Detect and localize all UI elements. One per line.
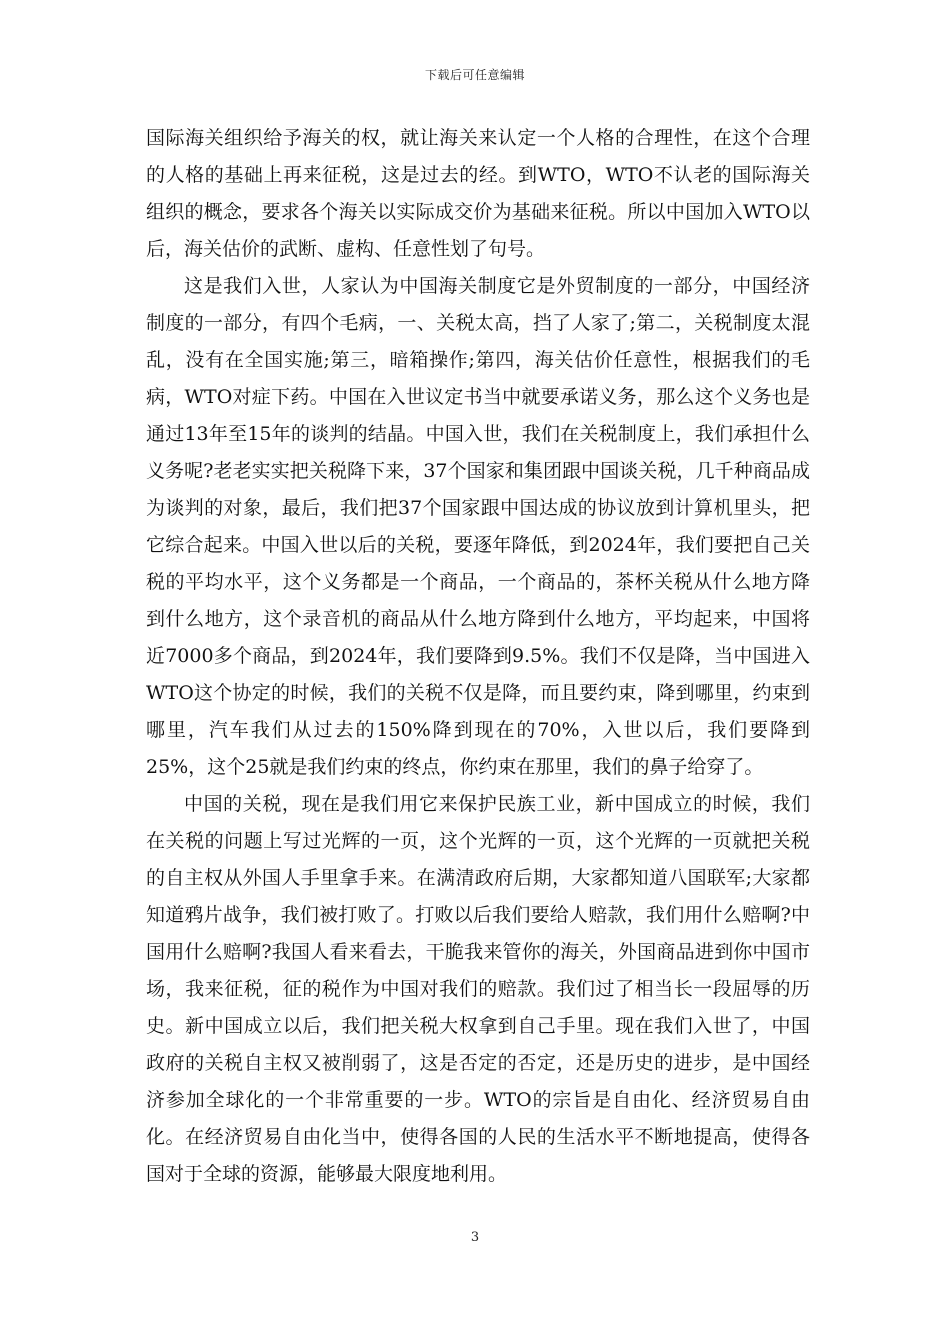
page-header: 下载后可任意编辑 bbox=[424, 68, 525, 82]
paragraph-3: 中国的关税，现在是我们用它来保护民族工业，新中国成立的时候，我们在关税的问题上写过光辉的一页，这个光辉的一页，这个光辉的一页就把关税的自主权从外国人手里拿手来。在满清政府后期，大家都知道八国联军;大家都知道鸦片战争，我们被打败了。打败以后我们要给人赔款，我们用什么赔啊?中国用什么赔啊?我国人看来看去，干脆我来管你的海关，外国商品进到你中国市场，我来征税，征的税作为中国对我们的赔款。我们过了相当长一段屈辱的历史。新中国成立以后，我们把关税大权拿到自己手里。现在我们入世了，中国政府的关税自主权又被削弱了，这是否定的否定，还是历史的进步，是中国经济参加全球化的一个非常重要的一步。WTO的宗旨是自由化、经济贸易自由化。在经济贸易自由化当中，使得各国的人民的生活水平不断地提高，使得各国对于全球的资源，能够最大限度地利用。 bbox=[146, 793, 810, 1185]
body-text bbox=[146, 120, 810, 1193]
page-number: 3 bbox=[470, 1230, 480, 1245]
paragraph-1: 国际海关组织给予海关的权，就让海关来认定一个人格的合理性，在这个合理的人格的基础上再来征税，这是过去的经。到WTO，WTO不认老的国际海关组织的概念，要求各个海关以实际成交价为基础来征税。所以中国加入WTO以后，海关估价的武断、虚构、任意性划了句号。 bbox=[146, 127, 810, 260]
paragraph-2: 这是我们入世，人家认为中国海关制度它是外贸制度的一部分，中国经济制度的一部分，有四个毛病，一、关税太高，挡了人家了;第二，关税制度太混乱，没有在全国实施;第三，暗箱操作;第四，海关估价任意性，根据我们的毛病，WTO对症下药。中国在入世议定书当中就要承诺义务，那么这个义务也是通过13年至15年的谈判的结晶。中国入世，我们在关税制度上，我们承担什么义务呢?老老实实把关税降下来，37个国家和集团跟中国谈关税，几千种商品成为谈判的对象，最后，我们把37个国家跟中国达成的协议放到计算机里头，把它综合起来。中国入世以后的关税，要逐年降低，到2024年，我们要把自己关税的平均水平，这个义务都是一个商品，一个商品的，茶杯关税从什么地方降到什么地方，这个录音机的商品从什么地方降到什么地方，平均起来，中国将近7000多个商品，到2024年，我们要降到9.5%。我们不仅是降，当中国进入WTO这个协定的时候，我们的关税不仅是降，而且要约束，降到哪里，约束到哪里，汽车我们从过去的150%降到现在的70%，入世以后，我们要降到25%，这个25就是我们约束的终点，你约束在那里，我们的鼻子给穿了。 bbox=[146, 275, 810, 778]
